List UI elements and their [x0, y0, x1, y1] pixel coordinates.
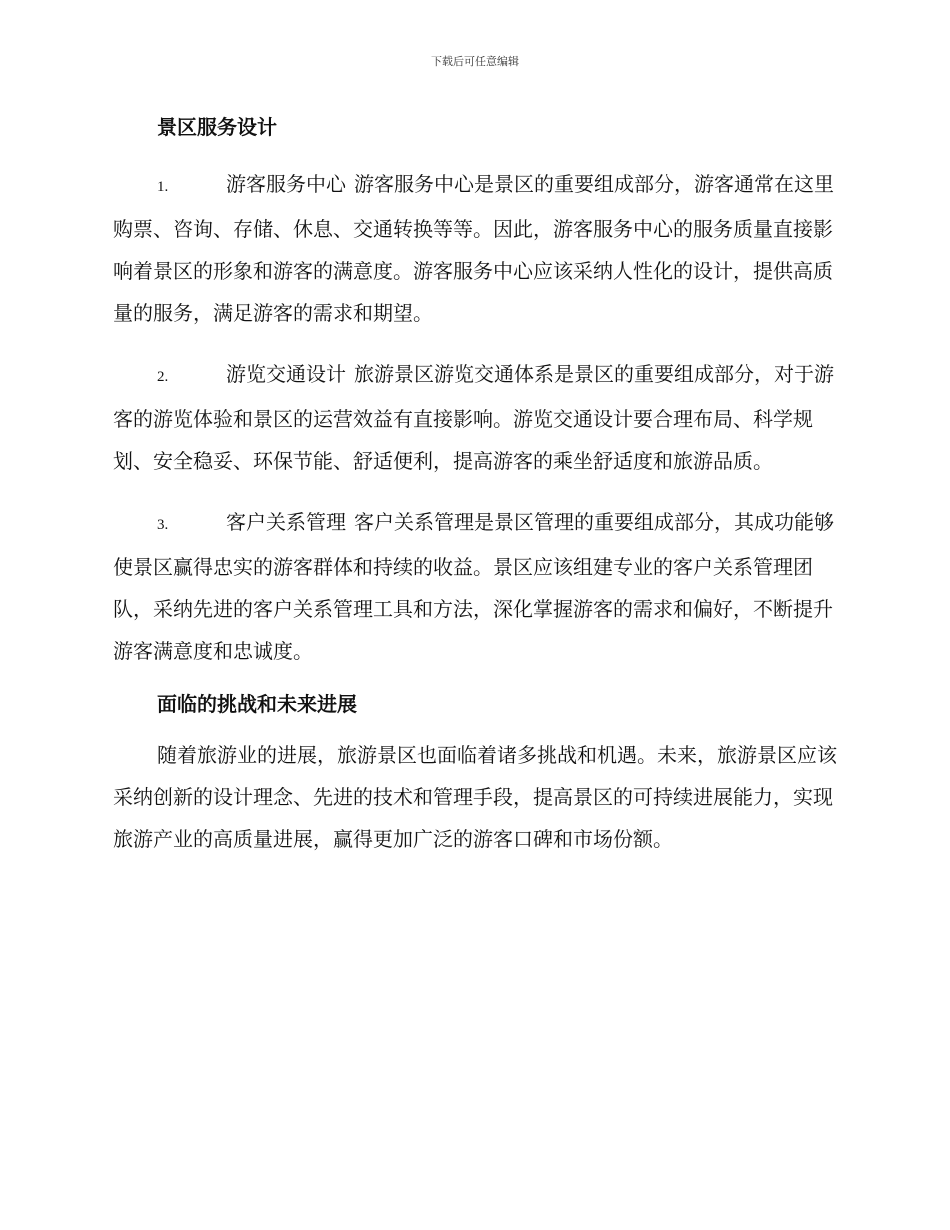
section-heading-challenges: 面临的挑战和未来进展	[157, 692, 357, 716]
list-item-text: 客户关系管理是景区管理的重要组成部分，其成功能够使景区赢得忠实的游客群体和持续的收益。景区应该组建专业的客户关系管理团队，采纳先进的客户关系管理工具和方法，深化掌握游客的需求和偏好，不断提升游客满意度和忠诚度。	[113, 510, 834, 663]
page-header-note: 下载后可任意编辑	[431, 55, 519, 68]
list-item-title: 游览交通设计	[226, 362, 346, 386]
list-item-number: 1.	[157, 179, 169, 195]
section-heading-service-design: 景区服务设计	[157, 115, 277, 139]
list-item-number: 3.	[157, 517, 169, 533]
list-item	[113, 163, 840, 334]
list-item-title: 游客服务中心	[226, 172, 346, 196]
list-item	[113, 501, 840, 672]
list-item-number: 2.	[157, 369, 169, 385]
list-item-text: 旅游景区游览交通体系是景区的重要组成部分，对于游客的游览体验和景区的运营效益有直接影响。游览交通设计要合理布局、科学规划、安全稳妥、环保节能、舒适便利，提高游客的乘坐舒适度和旅游品质。	[113, 362, 834, 473]
document-body	[113, 110, 840, 860]
list-item	[113, 353, 840, 482]
challenges-paragraph: 随着旅游业的进展，旅游景区也面临着诸多挑战和机遇。未来，旅游景区应该采纳创新的设计理念、先进的技术和管理手段，提高景区的可持续进展能力，实现旅游产业的高质量进展，赢得更加广泛的游客口碑和市场份额。	[113, 743, 837, 851]
list-item-title: 客户关系管理	[226, 510, 346, 534]
list-item-text: 游客服务中心是景区的重要组成部分，游客通常在这里购票、咨询、存储、休息、交通转换等等。因此，游客服务中心的服务质量直接影响着景区的形象和游客的满意度。游客服务中心应该采纳人性化的设计，提供高质量的服务，满足游客的需求和期望。	[113, 172, 834, 325]
